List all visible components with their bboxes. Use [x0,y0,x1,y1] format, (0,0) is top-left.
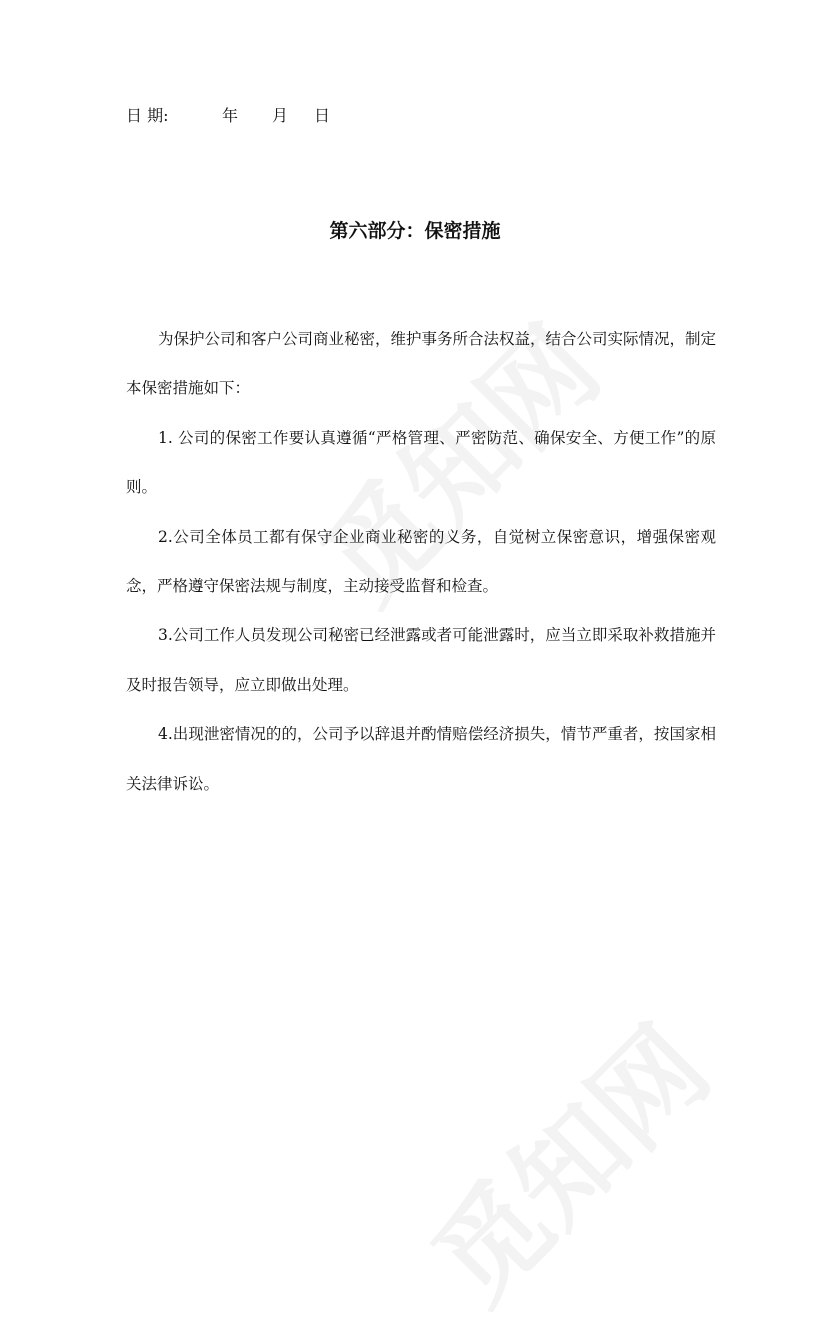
paragraph-3: 3.公司工作人员发现公司秘密已经泄露或者可能泄露时，应当立即采取补救措施并及时报告领导，应立即做出处理。 [126,626,716,694]
paragraph-2: 2.公司全体员工都有保守企业商业秘密的义务，自觉树立保密意识，增强保密观念，严格遵守保密法规与制度，主动接受监督和检查。 [126,527,716,596]
date-line [126,104,330,128]
date-year: 年 [222,106,239,125]
body-text [126,315,716,809]
date-day: 日 [314,106,331,125]
date-label: 日 期: [126,106,169,125]
paragraph-4: 4.出现泄密情况的的，公司予以辞退并酌情赔偿经济损失，情节严重者，按国家相关法律诉讼。 [126,725,716,793]
date-month: 月 [272,106,289,125]
paragraph-intro: 为保护公司和客户公司商业秘密，维护事务所合法权益，结合公司实际情况，制定本保密措施如下： [126,330,717,398]
section-heading: 第六部分：保密措施 [329,220,501,242]
paragraph-1: 1. 公司的保密工作要认真遵循“严格管理、严密防范、确保安全、方便工作”的原则。 [126,428,716,497]
watermark-bottom [392,986,737,1331]
